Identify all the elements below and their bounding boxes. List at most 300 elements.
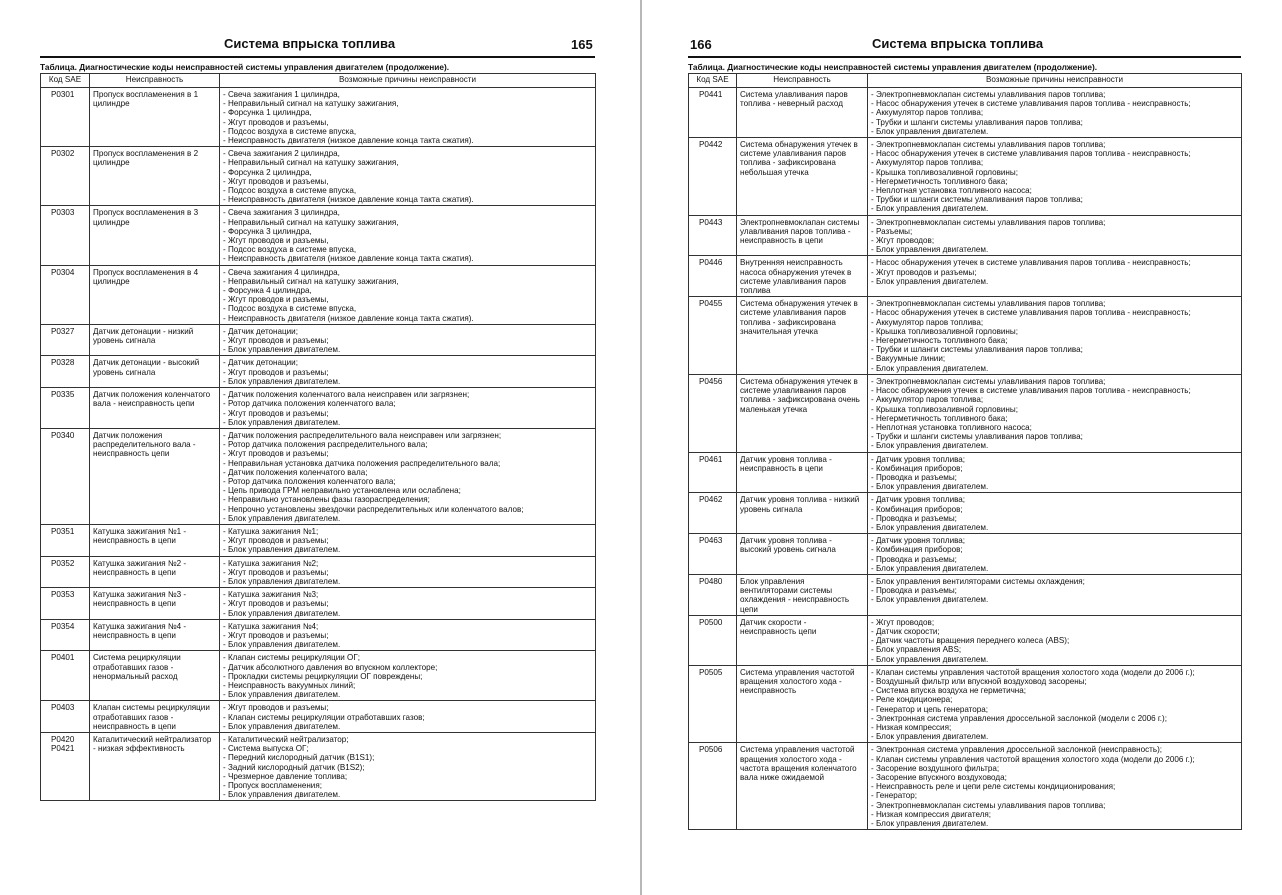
cause-line: - Свеча зажигания 2 цилиндра, bbox=[223, 149, 340, 159]
possible-causes bbox=[868, 665, 1242, 743]
fault-description bbox=[90, 701, 220, 733]
fault-text: Пропуск воспламенения в 4 цилиндре bbox=[93, 267, 199, 286]
fault-text: Датчик детонации - высокий уровень сигнала bbox=[93, 358, 200, 377]
possible-causes bbox=[868, 534, 1242, 575]
possible-causes bbox=[868, 743, 1242, 830]
cause-line: - Клапан системы управления частотой вращения холостого хода (модели до 2006 г.); bbox=[871, 754, 1195, 764]
fault-description bbox=[90, 651, 220, 701]
cause-line: - Блок управления двигателем. bbox=[871, 363, 989, 373]
cause-line: - Комбинация приборов; bbox=[871, 463, 963, 473]
cause-line: - Аккумулятор паров топлива; bbox=[871, 395, 984, 405]
cause-line: - Электропневмоклапан системы улавливания паров топлива; bbox=[871, 90, 1106, 99]
dtc-code-text: P0351 bbox=[51, 526, 75, 536]
dtc-code bbox=[41, 356, 90, 388]
page-number: 166 bbox=[690, 37, 712, 52]
cause-line: - Трубки и шланги системы улавливания паров топлива; bbox=[871, 345, 1083, 355]
fault-description bbox=[737, 138, 868, 216]
cause-line: - Насос обнаружения утечек в системе улавливания паров топлива - неисправность; bbox=[871, 149, 1191, 159]
cause-line: - Проводка и разъемы; bbox=[871, 586, 957, 596]
cause-line: - Катушка зажигания №1; bbox=[223, 526, 319, 536]
cause-line: - Система выпуска ОГ; bbox=[223, 744, 309, 754]
right-page bbox=[642, 0, 1282, 895]
fault-text: Датчик уровня топлива - неисправность в цепи bbox=[740, 454, 832, 473]
cause-line: - Датчик положения коленчатого вала неисправен или загрязнен; bbox=[223, 390, 470, 400]
cause-line: - Электропневмоклапан системы улавливания паров топлива; bbox=[871, 140, 1106, 150]
table-caption: Таблица. Диагностические коды неисправностей системы управления двигателем (продолжение). bbox=[688, 62, 1098, 72]
table-row bbox=[689, 215, 1242, 256]
cause-line: - Электропневмоклапан системы улавливания паров топлива; bbox=[871, 376, 1106, 386]
dtc-code-text: P0421 bbox=[51, 744, 75, 754]
dtc-table bbox=[688, 73, 1242, 830]
table-row bbox=[41, 524, 596, 556]
dtc-code-text: P0353 bbox=[51, 590, 75, 600]
fault-description bbox=[90, 206, 220, 265]
fault-text: Система обнаружения утечек в системе улавливания паров топлива - зафиксирована небольшая утечка bbox=[740, 140, 858, 177]
cause-line: - Жгут проводов и разъемы, bbox=[223, 117, 329, 127]
page-header bbox=[40, 36, 595, 58]
dtc-code-text: P0304 bbox=[51, 267, 75, 277]
fault-description bbox=[737, 374, 868, 452]
cause-line: - Неправильная установка датчика положения распределительного вала; bbox=[223, 458, 501, 468]
cause-line: - Катушка зажигания №4; bbox=[223, 621, 319, 631]
cause-line: - Негерметичность топливного бака; bbox=[871, 176, 1008, 186]
cause-line: - Блок управления двигателем. bbox=[223, 513, 341, 523]
fault-description bbox=[737, 743, 868, 830]
dtc-code-text: P0455 bbox=[699, 299, 723, 309]
possible-causes bbox=[220, 556, 596, 588]
cause-line: - Датчик частоты вращения переднего колеса (ABS); bbox=[871, 636, 1070, 646]
cause-line: - Чрезмерное давление топлива; bbox=[223, 771, 348, 781]
cause-line: - Блок управления двигателем. bbox=[871, 482, 989, 492]
cause-line: - Клапан системы рециркуляции ОГ; bbox=[223, 653, 360, 663]
cause-line: - Пропуск воспламенения; bbox=[223, 781, 322, 791]
dtc-code-text: P0335 bbox=[51, 390, 75, 400]
cause-line: - Электронная система управления дроссельной заслонкой (неисправность); bbox=[871, 745, 1163, 755]
fault-description bbox=[90, 588, 220, 620]
cause-line: - Каталитический нейтрализатор; bbox=[223, 735, 349, 744]
possible-causes bbox=[868, 574, 1242, 615]
cause-line: - Жгут проводов; bbox=[871, 617, 935, 627]
fault-description bbox=[737, 88, 868, 138]
dtc-code bbox=[689, 256, 737, 297]
dtc-code-text: P0354 bbox=[51, 621, 75, 631]
cause-line: - Блок управления двигателем. bbox=[871, 522, 989, 532]
cause-line: - Засорение впускного воздуховода; bbox=[871, 773, 1007, 783]
cause-line: - Генератор и цепь генератора; bbox=[871, 704, 989, 714]
table-row bbox=[689, 665, 1242, 743]
table-row bbox=[41, 588, 596, 620]
dtc-code-text: P0462 bbox=[699, 495, 723, 505]
cause-line: - Датчик уровня топлива; bbox=[871, 536, 966, 546]
cause-line: - Блок управления двигателем. bbox=[223, 545, 341, 555]
fault-text: Катушка зажигания №1 - неисправность в цепи bbox=[93, 526, 187, 546]
possible-causes bbox=[868, 452, 1242, 493]
cause-line: - Трубки и шланги системы улавливания паров топлива; bbox=[871, 432, 1083, 442]
table-row bbox=[689, 256, 1242, 297]
cause-line: - Неправильный сигнал на катушку зажигания, bbox=[223, 217, 399, 227]
cause-line: - Жгут проводов и разъемы; bbox=[223, 567, 329, 577]
possible-causes bbox=[868, 215, 1242, 256]
cause-line: - Комбинация приборов; bbox=[871, 504, 963, 514]
table-row bbox=[41, 147, 596, 206]
dtc-code-text: P0446 bbox=[699, 258, 723, 268]
possible-causes bbox=[868, 138, 1242, 216]
table-row bbox=[41, 356, 596, 388]
header-code: Код SAE bbox=[41, 74, 90, 88]
cause-line: - Блок управления двигателем. bbox=[871, 441, 989, 451]
cause-line: - Блок управления ABS; bbox=[871, 645, 962, 655]
cause-line: - Блок управления двигателем. bbox=[871, 276, 989, 286]
cause-line: - Неисправность двигателя (низкое давление конца такта сжатия). bbox=[223, 254, 474, 264]
cause-line: - Жгут проводов и разъемы; bbox=[223, 408, 329, 418]
page-title: Система впрыска топлива bbox=[224, 36, 396, 51]
dtc-code-text: P0506 bbox=[699, 745, 723, 755]
fault-description bbox=[90, 324, 220, 356]
fault-description bbox=[737, 534, 868, 575]
fault-description bbox=[90, 524, 220, 556]
cause-line: - Воздушный фильтр или впускной воздуховод засорены; bbox=[871, 676, 1087, 686]
cause-line: - Негерметичность топливного бака; bbox=[871, 413, 1008, 423]
cause-line: - Блок управления двигателем. bbox=[223, 690, 341, 700]
cause-line: - Неправильный сигнал на катушку зажигания, bbox=[223, 99, 399, 109]
cause-line: - Передний кислородный датчик (B1S1); bbox=[223, 753, 375, 763]
cause-line: - Подсос воздуха в системе впуска, bbox=[223, 245, 357, 255]
cause-line: - Подсос воздуха в системе впуска, bbox=[223, 304, 357, 314]
cause-line: - Неправильный сигнал на катушку зажигания, bbox=[223, 158, 399, 168]
cause-line: - Задний кислородный датчик (B1S2); bbox=[223, 762, 365, 772]
cause-line: - Электропневмоклапан системы улавливания паров топлива; bbox=[871, 800, 1106, 810]
dtc-code-text: P0352 bbox=[51, 558, 75, 568]
fault-text: Каталитический нейтрализатор - низкая эффективность bbox=[93, 735, 212, 754]
fault-text: Датчик детонации - низкий уровень сигнала bbox=[93, 326, 194, 346]
cause-line: - Блок управления двигателем. bbox=[223, 376, 341, 386]
fault-text: Катушка зажигания №4 - неисправность в цепи bbox=[93, 621, 187, 640]
cause-line: - Жгут проводов и разъемы; bbox=[223, 449, 329, 459]
cause-line: - Форсунка 1 цилиндра, bbox=[223, 108, 312, 118]
cause-line: - Жгут проводов; bbox=[871, 236, 935, 246]
cause-line: - Насос обнаружения утечек в системе улавливания паров топлива - неисправность; bbox=[871, 386, 1191, 396]
cause-line: - Блок управления двигателем. bbox=[223, 345, 341, 355]
cause-line: - Электропневмоклапан системы улавливания паров топлива; bbox=[871, 299, 1106, 309]
header-causes: Возможные причины неисправности bbox=[868, 74, 1242, 88]
possible-causes bbox=[220, 147, 596, 206]
cause-line: - Датчик скорости; bbox=[871, 626, 940, 636]
fault-text: Система управления частотой вращения холостого хода - неисправность bbox=[740, 667, 855, 696]
dtc-code bbox=[689, 574, 737, 615]
fault-text: Система улавливания паров топлива - неверный расход bbox=[740, 90, 848, 109]
possible-causes bbox=[220, 88, 596, 147]
dtc-code-text: P0456 bbox=[699, 376, 723, 386]
possible-causes bbox=[868, 297, 1242, 375]
fault-description bbox=[737, 452, 868, 493]
fault-text: Система обнаружения утечек в системе улавливания паров топлива - зафиксирована очень маленькая утечка bbox=[740, 376, 860, 414]
fault-text: Датчик уровня топлива - низкий уровень сигнала bbox=[740, 495, 860, 514]
cause-line: - Неисправность двигателя (низкое давление конца такта сжатия). bbox=[223, 313, 474, 323]
dtc-table bbox=[40, 73, 596, 801]
fault-description bbox=[737, 493, 868, 534]
table-body bbox=[41, 88, 596, 801]
cause-line: - Прокладки системы рециркуляции ОГ повреждены; bbox=[223, 671, 423, 681]
fault-text: Катушка зажигания №3 - неисправность в цепи bbox=[93, 590, 187, 609]
fault-text: Катушка зажигания №2 - неисправность в цепи bbox=[93, 558, 187, 577]
possible-causes bbox=[868, 256, 1242, 297]
fault-text: Система обнаружения утечек в системе улавливания паров топлива - зафиксирована значительная утечка bbox=[740, 299, 858, 336]
cause-line: - Блок управления двигателем. bbox=[871, 563, 989, 573]
cause-line: - Блок управления двигателем. bbox=[223, 417, 341, 427]
table-row bbox=[41, 651, 596, 701]
cause-line: - Проводка и разъемы; bbox=[871, 513, 957, 523]
table-row bbox=[689, 138, 1242, 216]
cause-line: - Блок управления двигателем. bbox=[871, 204, 989, 214]
dtc-code-text: P0441 bbox=[699, 90, 723, 99]
table-row bbox=[41, 556, 596, 588]
cause-line: - Комбинация приборов; bbox=[871, 545, 963, 555]
dtc-code bbox=[41, 206, 90, 265]
table-row bbox=[689, 493, 1242, 534]
fault-description bbox=[737, 665, 868, 743]
cause-line: - Свеча зажигания 4 цилиндра, bbox=[223, 267, 340, 277]
possible-causes bbox=[220, 588, 596, 620]
possible-causes bbox=[220, 324, 596, 356]
cause-line: - Неправильно установлены фазы газораспределения; bbox=[223, 495, 430, 505]
cause-line: - Блок управления двигателем. bbox=[871, 245, 989, 255]
dtc-code-text: P0403 bbox=[51, 703, 75, 713]
table-row bbox=[689, 88, 1242, 138]
cause-line: - Крышка топливозаливной горловины; bbox=[871, 404, 1018, 414]
dtc-code bbox=[689, 615, 737, 665]
table-body bbox=[689, 88, 1242, 830]
cause-line: - Жгут проводов и разъемы; bbox=[223, 703, 329, 713]
fault-description bbox=[737, 574, 868, 615]
dtc-code bbox=[689, 452, 737, 493]
fault-text: Пропуск воспламенения в 1 цилиндре bbox=[93, 90, 199, 109]
table-row bbox=[689, 374, 1242, 452]
table-row bbox=[689, 297, 1242, 375]
table-row bbox=[41, 88, 596, 147]
table-caption: Таблица. Диагностические коды неисправностей системы управления двигателем (продолжение). bbox=[40, 62, 450, 72]
cause-line: - Жгут проводов и разъемы, bbox=[223, 236, 329, 246]
cause-line: - Жгут проводов и разъемы; bbox=[223, 336, 329, 346]
fault-description bbox=[90, 88, 220, 147]
dtc-code bbox=[689, 297, 737, 375]
cause-line: - Ротор датчика положения распределительного вала; bbox=[223, 440, 428, 450]
possible-causes bbox=[868, 615, 1242, 665]
cause-line: - Неисправность реле и цепи реле системы кондиционирования; bbox=[871, 782, 1116, 792]
fault-description bbox=[90, 388, 220, 429]
cause-line: - Датчик уровня топлива; bbox=[871, 454, 966, 464]
cause-line: - Трубки и шланги системы улавливания паров топлива; bbox=[871, 117, 1083, 127]
dtc-code-text: P0420 bbox=[51, 735, 75, 744]
cause-line: - Форсунка 2 цилиндра, bbox=[223, 167, 312, 177]
dtc-code bbox=[41, 147, 90, 206]
dtc-code bbox=[689, 743, 737, 830]
cause-line: - Датчик уровня топлива; bbox=[871, 495, 966, 505]
dtc-code-text: P0302 bbox=[51, 149, 75, 159]
page-header bbox=[688, 36, 1241, 58]
fault-description bbox=[737, 615, 868, 665]
dtc-code bbox=[41, 88, 90, 147]
table-row bbox=[41, 701, 596, 733]
cause-line: - Разъемы; bbox=[871, 226, 913, 236]
dtc-code bbox=[41, 428, 90, 524]
cause-line: - Блок управления двигателем. bbox=[871, 126, 989, 136]
cause-line: - Катушка зажигания №2; bbox=[223, 558, 319, 568]
fault-text: Пропуск воспламенения в 3 цилиндре bbox=[93, 208, 199, 227]
cause-line: - Форсунка 3 цилиндра, bbox=[223, 226, 312, 236]
cause-line: - Подсос воздуха в системе впуска, bbox=[223, 126, 357, 136]
table-header-row bbox=[689, 74, 1242, 88]
cause-line: - Негерметичность топливного бака; bbox=[871, 336, 1008, 346]
cause-line: - Аккумулятор паров топлива; bbox=[871, 108, 984, 118]
cause-line: - Блок управления двигателем. bbox=[223, 721, 341, 731]
cause-line: - Блок управления двигателем. bbox=[871, 654, 989, 664]
cause-line: - Реле кондиционера; bbox=[871, 695, 953, 705]
cause-line: - Аккумулятор паров топлива; bbox=[871, 158, 984, 168]
cause-line: - Неправильный сигнал на катушку зажигания, bbox=[223, 276, 399, 286]
possible-causes bbox=[220, 265, 596, 324]
cause-line: - Блок управления вентиляторами системы охлаждения; bbox=[871, 576, 1085, 586]
header-fault: Неисправность bbox=[90, 74, 220, 88]
table-row bbox=[689, 574, 1242, 615]
cause-line: - Катушка зажигания №3; bbox=[223, 590, 319, 600]
cause-line: - Клапан системы управления частотой вращения холостого хода (модели до 2006 г.); bbox=[871, 667, 1195, 677]
dtc-code-text: P0461 bbox=[699, 454, 723, 464]
possible-causes bbox=[220, 701, 596, 733]
cause-line: - Неисправность двигателя (низкое давление конца такта сжатия). bbox=[223, 136, 474, 146]
cause-line: - Трубки и шланги системы улавливания паров топлива; bbox=[871, 195, 1083, 205]
cause-line: - Электропневмоклапан системы улавливания паров топлива; bbox=[871, 217, 1106, 227]
cause-line: - Непрочно установлены звездочки распределительных или коленчатого валов; bbox=[223, 504, 524, 514]
table-row bbox=[41, 388, 596, 429]
table-row bbox=[41, 619, 596, 651]
dtc-code-text: P0301 bbox=[51, 90, 75, 99]
cause-line: - Форсунка 4 цилиндра, bbox=[223, 286, 312, 296]
cause-line: - Клапан системы рециркуляции отработавших газов; bbox=[223, 712, 425, 722]
dtc-code bbox=[689, 534, 737, 575]
table-row bbox=[41, 428, 596, 524]
cause-line: - Ротор датчика положения коленчатого вала; bbox=[223, 399, 396, 409]
header-code: Код SAE bbox=[689, 74, 737, 88]
dtc-code bbox=[41, 588, 90, 620]
cause-line: - Жгут проводов и разъемы; bbox=[223, 630, 329, 640]
dtc-code-text: P0500 bbox=[699, 617, 723, 627]
dtc-code bbox=[41, 388, 90, 429]
cause-line: - Датчик детонации; bbox=[223, 326, 298, 336]
cause-line: - Жгут проводов и разъемы; bbox=[223, 599, 329, 609]
dtc-code-text: P0328 bbox=[51, 358, 75, 368]
cause-line: - Жгут проводов и разъемы, bbox=[223, 295, 329, 305]
cause-line: - Цепь привода ГРМ неправильно установлена или ослаблена; bbox=[223, 486, 461, 496]
fault-description bbox=[90, 147, 220, 206]
cause-line: - Блок управления двигателем. bbox=[871, 819, 989, 829]
cause-line: - Проводка и разъемы; bbox=[871, 472, 957, 482]
dtc-code bbox=[689, 215, 737, 256]
table-header-row bbox=[41, 74, 596, 88]
dtc-code-text: P0443 bbox=[699, 217, 723, 227]
cause-line: - Блок управления двигателем. bbox=[871, 595, 989, 605]
table-row bbox=[41, 206, 596, 265]
dtc-code bbox=[41, 324, 90, 356]
cause-line: - Подсос воздуха в системе впуска, bbox=[223, 186, 357, 196]
cause-line: - Насос обнаружения утечек в системе улавливания паров топлива - неисправность; bbox=[871, 99, 1191, 109]
fault-description bbox=[90, 733, 220, 801]
fault-description bbox=[737, 215, 868, 256]
dtc-code-text: P0505 bbox=[699, 667, 723, 677]
cause-line: - Жгут проводов и разъемы; bbox=[223, 536, 329, 546]
possible-causes bbox=[220, 619, 596, 651]
cause-line: - Датчик положения коленчатого вала; bbox=[223, 467, 368, 477]
dtc-code bbox=[41, 524, 90, 556]
cause-line: - Крышка топливозаливной горловины; bbox=[871, 167, 1018, 177]
dtc-code bbox=[41, 651, 90, 701]
fault-description bbox=[90, 356, 220, 388]
dtc-code bbox=[689, 88, 737, 138]
cause-line: - Низкая компрессия; bbox=[871, 723, 952, 732]
dtc-code-text: P0340 bbox=[51, 430, 75, 440]
possible-causes bbox=[220, 651, 596, 701]
cause-line: - Блок управления двигателем. bbox=[223, 576, 341, 586]
possible-causes bbox=[868, 493, 1242, 534]
cause-line: - Насос обнаружения утечек в системе улавливания паров топлива - неисправность; bbox=[871, 258, 1191, 268]
dtc-code bbox=[689, 138, 737, 216]
fault-text: Пропуск воспламенения в 2 цилиндре bbox=[93, 149, 199, 168]
cause-line: - Система впуска воздуха не герметична; bbox=[871, 686, 1027, 696]
cause-line: - Свеча зажигания 1 цилиндра, bbox=[223, 90, 340, 99]
cause-line: - Свеча зажигания 3 цилиндра, bbox=[223, 208, 340, 218]
page-number: 165 bbox=[571, 37, 593, 52]
fault-text: Датчик скорости - неисправность цепи bbox=[740, 617, 817, 636]
cause-line: - Блок управления двигателем. bbox=[223, 640, 341, 650]
fault-description bbox=[90, 556, 220, 588]
possible-causes bbox=[220, 388, 596, 429]
cause-line: - Низкая компрессия двигателя; bbox=[871, 809, 992, 819]
cause-line: - Неисправность вакуумных линий; bbox=[223, 680, 356, 690]
fault-text: Электропневмоклапан системы улавливания паров топлива - неисправность в цепи bbox=[740, 217, 860, 246]
left-page bbox=[0, 0, 640, 895]
fault-description bbox=[737, 297, 868, 375]
possible-causes bbox=[220, 733, 596, 801]
possible-causes bbox=[220, 356, 596, 388]
dtc-code bbox=[689, 493, 737, 534]
dtc-code bbox=[41, 265, 90, 324]
dtc-code bbox=[689, 665, 737, 743]
fault-text: Внутренняя неисправность насоса обнаружения утечек в системе улавливания паров топлива bbox=[740, 258, 852, 296]
cause-line: - Жгут проводов и разъемы; bbox=[871, 267, 977, 277]
dtc-code bbox=[41, 556, 90, 588]
fault-description bbox=[90, 265, 220, 324]
fault-text: Клапан системы рециркуляции отработавших газов - неисправность в цепи bbox=[93, 703, 210, 731]
cause-line: - Датчик положения распределительного вала неисправен или загрязнен; bbox=[223, 430, 502, 440]
cause-line: - Крышка топливозаливной горловины; bbox=[871, 326, 1018, 336]
table-row bbox=[689, 452, 1242, 493]
dtc-code-text: P0463 bbox=[699, 536, 723, 546]
cause-line: - Датчик абсолютного давления во впускном коллекторе; bbox=[223, 662, 438, 672]
cause-line: - Неисправность двигателя (низкое давление конца такта сжатия). bbox=[223, 195, 474, 205]
dtc-code-text: P0327 bbox=[51, 326, 75, 336]
fault-text: Датчик положения распределительного вала - неисправность цепи bbox=[93, 430, 196, 459]
cause-line: - Блок управления двигателем. bbox=[223, 608, 341, 618]
header-causes: Возможные причины неисправности bbox=[220, 74, 596, 88]
possible-causes bbox=[868, 374, 1242, 452]
cause-line: - Неплотная установка топливного насоса; bbox=[871, 422, 1032, 432]
cause-line: - Жгут проводов и разъемы; bbox=[223, 367, 329, 377]
fault-description bbox=[737, 256, 868, 297]
cause-line: - Аккумулятор паров топлива; bbox=[871, 317, 984, 327]
fault-text: Система рециркуляции отработавших газов - ненормальный расход bbox=[93, 653, 181, 681]
cause-line: - Датчик детонации; bbox=[223, 358, 298, 368]
table-row bbox=[41, 733, 596, 801]
dtc-code bbox=[41, 619, 90, 651]
